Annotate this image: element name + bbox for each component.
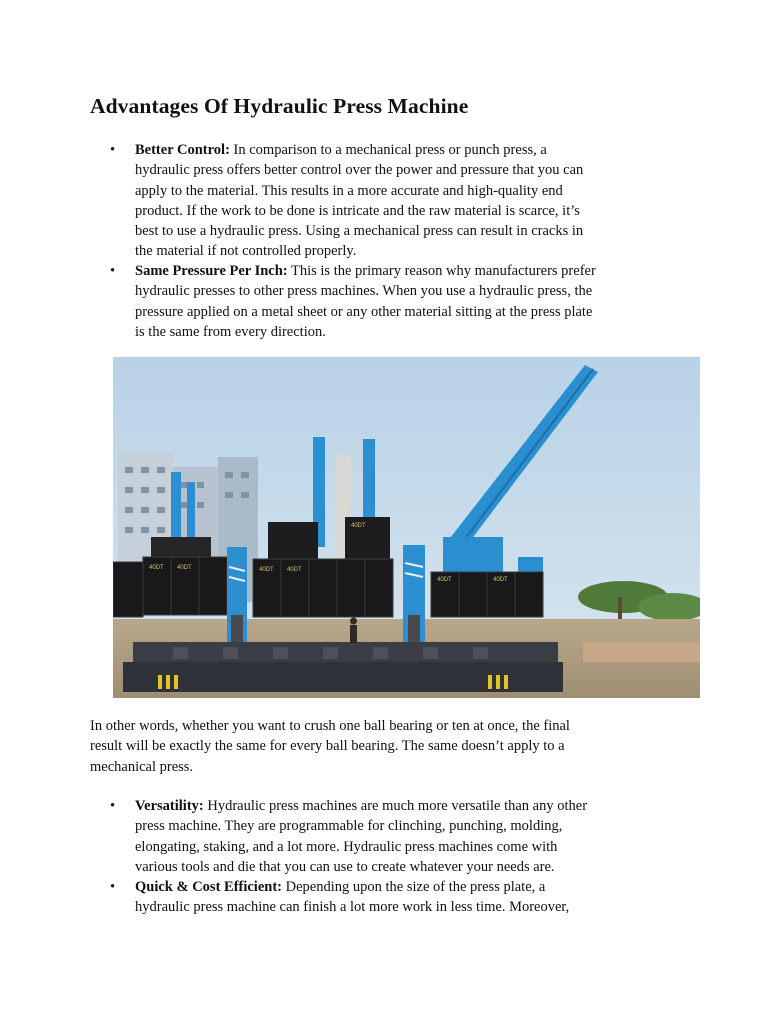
term-label: Versatility:: [135, 798, 204, 814]
block-label: 40DT: [351, 523, 366, 529]
body-paragraph: [90, 716, 680, 777]
item-text: pressure applied on a metal sheet or any other material sitting at the press plate: [135, 303, 593, 320]
term-label: Better Control:: [135, 142, 230, 158]
item-text: hydraulic press offers better control over the power and pressure that you can: [135, 162, 584, 179]
item-text: product. If the work to be done is intricate and the raw material is scarce, it’s: [135, 202, 580, 219]
item-text: various tools and die that you can use to create whatever your needs are.: [135, 858, 555, 875]
item-text: hydraulic presses to other press machines. When you use a hydraulic press, the: [135, 283, 593, 300]
machine-illustration: [113, 357, 700, 698]
block-label: 40DT: [177, 565, 192, 571]
term-label: Quick & Cost Efficient:: [135, 879, 282, 895]
list-item-text: [135, 796, 675, 877]
item-text: is the same from every direction.: [135, 323, 326, 340]
block-label: 40DT: [259, 567, 274, 573]
item-text: apply to the material. This results in a more accurate and high-quality end: [135, 182, 563, 199]
item-text: press machine. They are programmable for clinching, punching, molding,: [135, 818, 563, 835]
list-item-text: [135, 140, 675, 262]
block-label: 40DT: [149, 565, 164, 571]
bullet: •: [110, 798, 116, 814]
page-title: Advantages Of Hydraulic Press Machine: [90, 94, 469, 118]
item-text: In comparison to a mechanical press or punch press, a: [229, 142, 547, 158]
block-label: 40DT: [437, 577, 452, 583]
hydraulic-press-machine-photo: [113, 357, 700, 698]
list-item-text: [135, 877, 675, 918]
list-item-text: [135, 261, 675, 342]
item-text: hydraulic press machine can finish a lot more work in less time. Moreover,: [135, 899, 570, 916]
paragraph-line: mechanical press.: [90, 758, 194, 775]
item-text: best to use a hydraulic press. Using a mechanical press can result in cracks in: [135, 223, 584, 240]
item-text: Hydraulic press machines are much more versatile than any other: [203, 798, 588, 814]
paragraph-line: result will be exactly the same for every ball bearing. The same doesn’t apply to a: [90, 738, 565, 755]
item-text: the material if not controlled properly.: [135, 243, 357, 260]
item-text: This is the primary reason why manufacturers prefer: [287, 263, 596, 279]
bullet: •: [110, 879, 116, 895]
bullet: •: [110, 263, 116, 279]
item-text: Depending upon the size of the press plate, a: [282, 879, 546, 895]
paragraph-line: In other words, whether you want to crush one ball bearing or ten at once, the final: [90, 718, 570, 734]
item-text: elongating, staking, and a lot more. Hydraulic press machines come with: [135, 838, 558, 855]
bullet: •: [110, 142, 116, 158]
block-label: 40DT: [493, 577, 508, 583]
term-label: Same Pressure Per Inch:: [135, 263, 288, 279]
block-label: 40DT: [287, 567, 302, 573]
